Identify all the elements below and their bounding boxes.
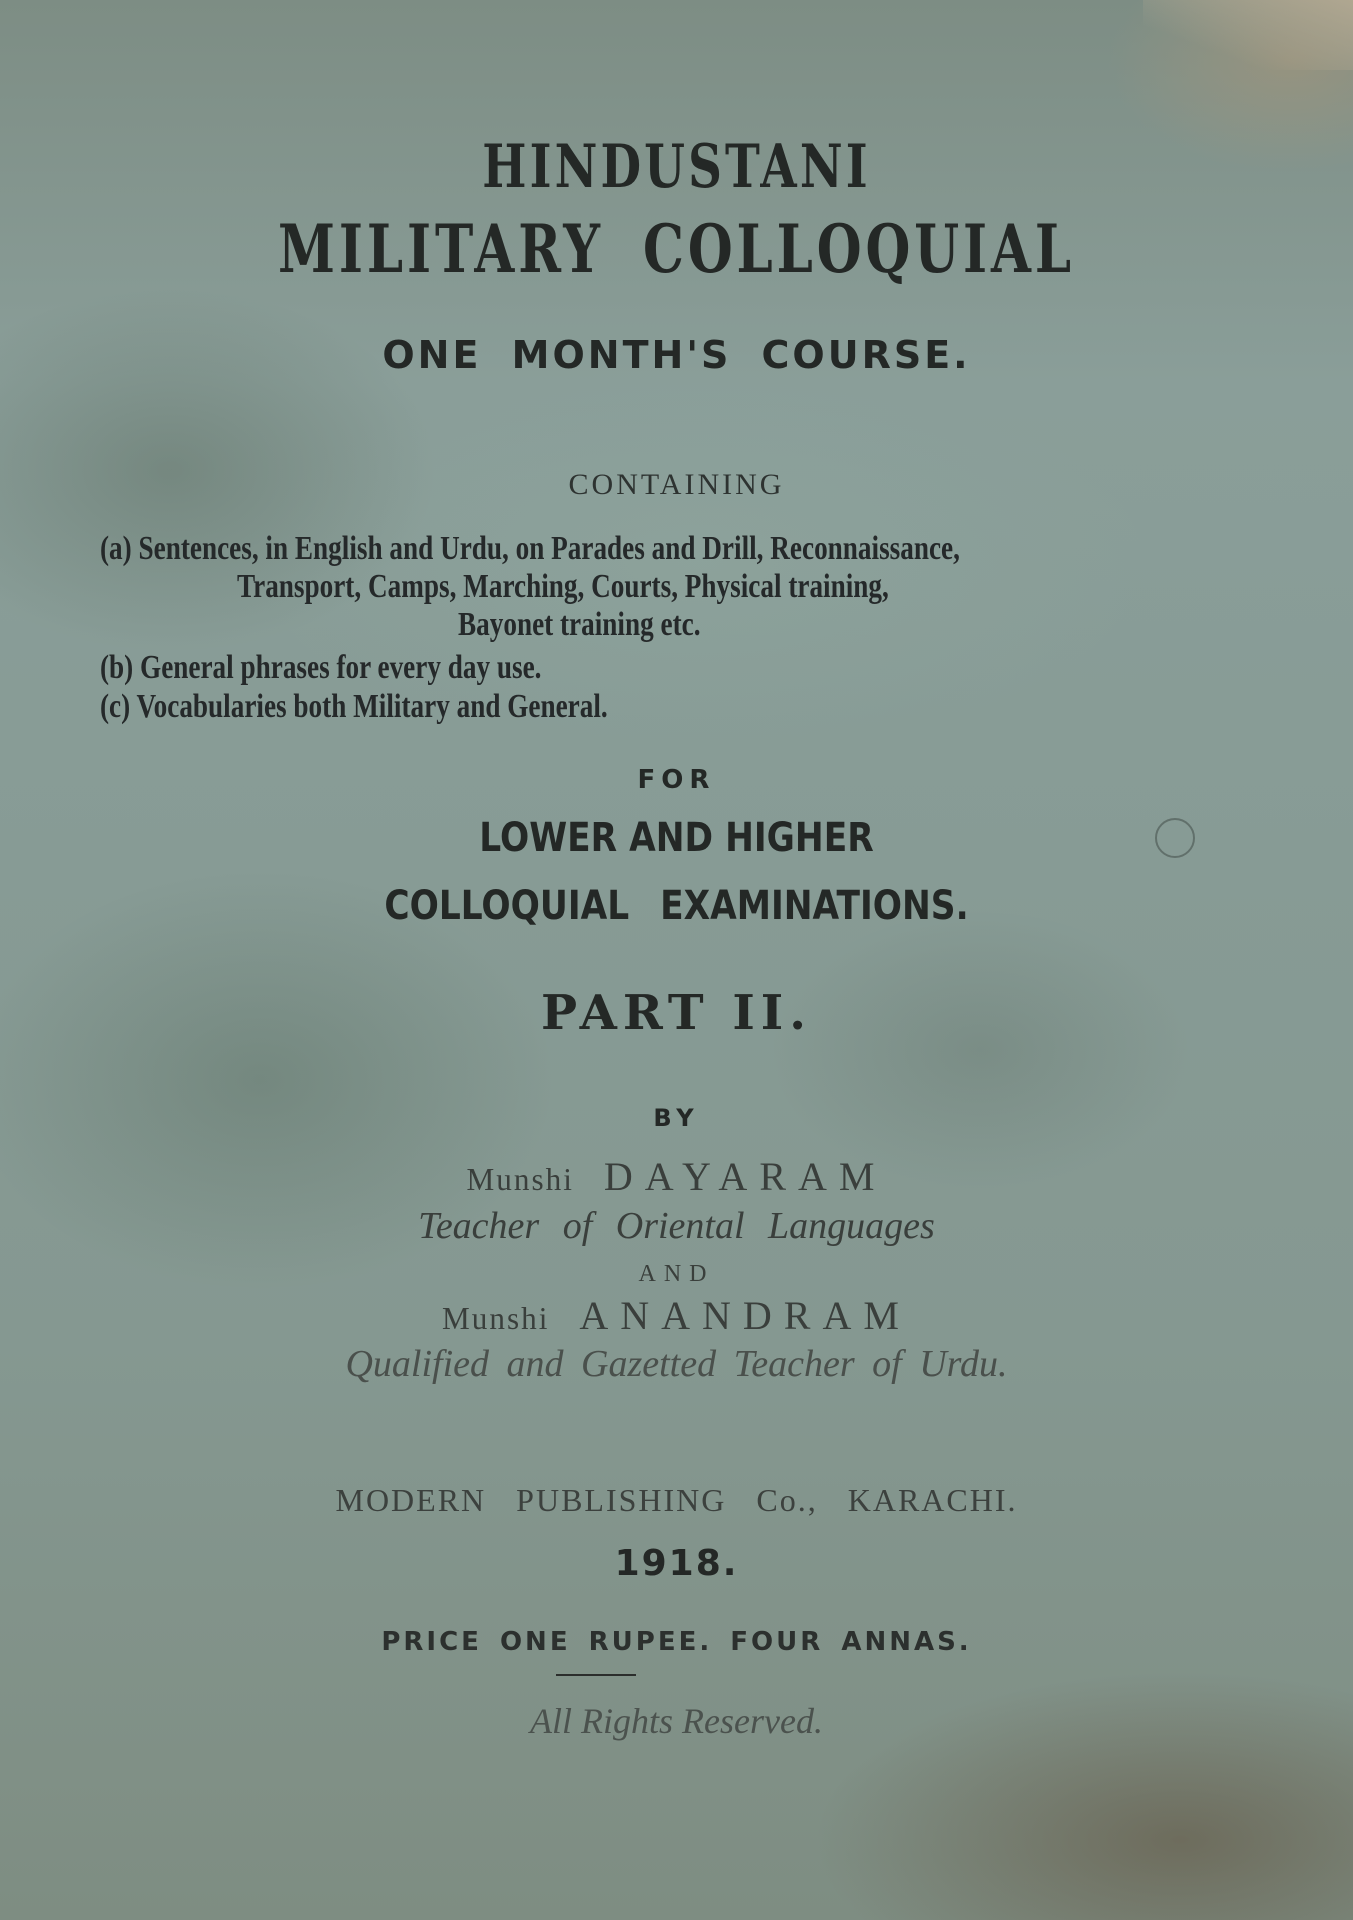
author-1-name: DAYARAM [603,1154,887,1199]
contents-a-line-3: Bayonet training etc. [458,606,701,643]
title-line-2: MILITARY COLLOQUIAL [278,210,1075,288]
year: 1918. [614,1543,739,1584]
by-label: BY [653,1104,700,1132]
for-label: FOR [637,765,716,795]
rights: All Rights Reserved. [530,1701,823,1741]
contents-c: (c) Vocabularies both Military and General. [100,688,608,725]
author-2-name: ANANDRAM [579,1293,911,1338]
torn-corner [1143,0,1353,70]
author-2-title: Qualified and Gazetted Teacher of Urdu. [345,1343,1008,1385]
price: PRICE ONE RUPEE. FOUR ANNAS. [381,1627,972,1657]
subtitle: ONE MONTH'S COURSE. [382,333,971,377]
exam-line-2: COLLOQUIAL EXAMINATIONS. [384,883,969,929]
contents-b: (b) General phrases for every day use. [100,649,542,686]
author-1 [0,1153,1353,1200]
and-label: AND [638,1261,715,1287]
title-line-1: HINDUSTANI [482,132,871,202]
divider-rule [556,1674,636,1676]
part-label: PART II. [541,985,812,1041]
author-1-title: Teacher of Oriental Languages [418,1205,935,1247]
author-1-prefix: Munshi [466,1162,574,1197]
contents-a-line-2: Transport, Camps, Marching, Courts, Physical training, [237,568,889,605]
author-2-prefix: Munshi [442,1301,550,1336]
exam-line-1: LOWER AND HIGHER [479,815,874,861]
publisher: MODERN PUBLISHING Co., KARACHI. [335,1482,1018,1518]
containing-label: CONTAINING [568,468,785,501]
author-2 [0,1292,1353,1339]
contents-a-line-1: (a) Sentences, in English and Urdu, on Parades and Drill, Reconnaissance, [100,530,960,567]
